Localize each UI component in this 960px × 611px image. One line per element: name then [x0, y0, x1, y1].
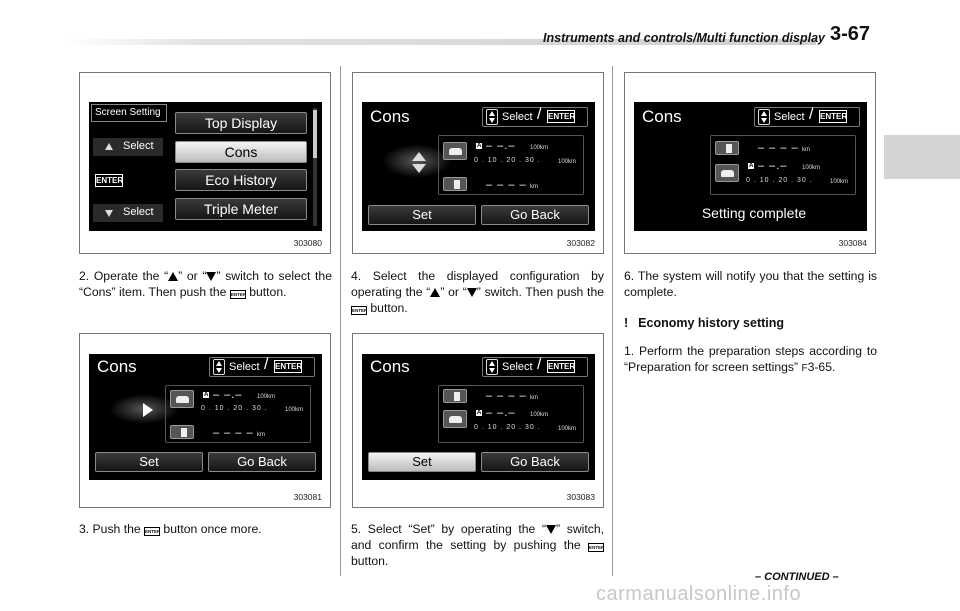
up-arrow-icon [412, 152, 426, 161]
figure-code: 303081 [293, 492, 322, 502]
slash: / [264, 356, 269, 373]
screen-title: Cons [97, 357, 137, 376]
set-button[interactable]: Set [95, 452, 203, 472]
consumption-value: – –.– [758, 160, 788, 172]
consumption-value: – –.– [486, 407, 516, 419]
enter-button-icon: ENTER [352, 308, 368, 313]
consumption-unit: 100km [530, 145, 549, 151]
section-heading: ! Economy history setting [624, 316, 785, 330]
range-unit: km [257, 432, 265, 438]
column-divider [612, 66, 613, 576]
range-value: – – – – [486, 390, 527, 402]
go-back-button[interactable]: Go Back [481, 205, 589, 225]
column-divider [340, 66, 341, 576]
consumption-unit: 100km [802, 165, 821, 171]
range-value: – – – – [213, 427, 254, 439]
scale-unit: 100km [285, 407, 304, 413]
set-button[interactable]: Set [368, 205, 476, 225]
setting-complete-message: Setting complete [701, 205, 807, 221]
figure-303080 [79, 72, 331, 254]
car-icon [443, 410, 467, 428]
display-screen [89, 102, 322, 231]
screen-setting-label: Screen Setting [91, 104, 167, 122]
figure-code: 303083 [566, 492, 595, 502]
display-screen [362, 354, 595, 480]
car-icon [170, 390, 194, 408]
select-up-row [93, 138, 163, 156]
go-back-button[interactable]: Go Back [481, 452, 589, 472]
menu-item-top-display[interactable]: Top Display [175, 112, 307, 134]
scale-unit: 100km [558, 159, 577, 165]
economy-step-1-text: 1. Perform the preparation steps according to “Preparation for screen settings” F3-65. [624, 344, 877, 374]
down-switch-icon [546, 525, 556, 534]
step-3-text: 3. Push the ENTER button once more. [79, 522, 262, 536]
section-title: Instruments and controls/Multi function display [543, 31, 825, 45]
scale-label: 0 . 10 . 20 . 30 . [746, 177, 813, 184]
range-unit: km [530, 184, 538, 190]
heading-marker: ! [624, 316, 629, 330]
mode-badge: A [204, 392, 209, 398]
scale-unit: 100km [830, 179, 849, 185]
scrollbar[interactable] [313, 108, 317, 226]
fuel-pump-icon [443, 389, 467, 403]
scale-label: 0 . 10 . 20 . 30 . [201, 405, 268, 412]
range-unit: km [530, 395, 538, 401]
fuel-pump-icon [443, 177, 467, 191]
figure-303083 [352, 333, 604, 508]
menu-item-triple-meter[interactable]: Triple Meter [175, 198, 307, 220]
figure-code: 303080 [293, 238, 322, 248]
enter-button-icon: ENTER [230, 292, 247, 297]
step-6-text: 6. The system will notify you that the setting is complete. [624, 269, 877, 299]
up-down-icon [213, 359, 225, 375]
mode-badge: A [749, 163, 754, 169]
slash: / [537, 106, 542, 123]
enter-button-icon: ENTER [589, 545, 605, 550]
go-back-button[interactable]: Go Back [208, 452, 316, 472]
enter-button-icon: ENTER [145, 529, 161, 534]
down-switch-icon [467, 288, 477, 297]
scale-unit: 100km [558, 426, 577, 432]
mode-badge: A [477, 143, 482, 149]
scrollbar-thumb[interactable] [313, 110, 317, 158]
car-icon [443, 142, 467, 160]
enter-icon: ENTER [96, 176, 124, 185]
set-button[interactable]: Set [368, 452, 476, 472]
select-up-label: Select [123, 140, 154, 152]
mode-badge: A [477, 410, 482, 416]
slash: / [809, 106, 814, 123]
page-number: 3-67 [830, 23, 871, 45]
up-switch-icon [168, 272, 178, 281]
up-switch-icon [430, 288, 440, 297]
enter-icon: ENTER [548, 362, 576, 371]
car-icon [715, 164, 739, 182]
scale-label: 0 . 10 . 20 . 30 . [474, 157, 541, 164]
consumption-unit: 100km [257, 394, 276, 400]
menu-item-eco-history[interactable]: Eco History [175, 169, 307, 191]
enter-icon: ENTER [820, 112, 848, 121]
figure-303082 [352, 72, 604, 254]
page-reference-link[interactable]: 3-65. [807, 360, 836, 374]
slash: / [537, 356, 542, 373]
step-4-text: 4. Select the displayed configuration by operating the “ ” or “ ” switch. Then push the ENTER button. [351, 269, 604, 315]
figure-code: 303082 [566, 238, 595, 248]
consumption-value: – –.– [213, 389, 243, 401]
scale-label: 0 . 10 . 20 . 30 . [474, 424, 541, 431]
watermark: carmanualsonline.info [596, 583, 802, 605]
range-value: – – – – [758, 142, 799, 154]
select-label: Select [774, 111, 805, 123]
down-arrow-icon [412, 164, 426, 173]
select-label: Select [229, 361, 260, 373]
down-arrow-icon [105, 210, 113, 217]
fuel-pump-icon [715, 141, 739, 155]
consumption-value: – –.– [486, 140, 516, 152]
range-unit: km [802, 147, 810, 153]
up-down-icon [486, 359, 498, 375]
step-2-text: 2. Operate the “ ” or “ ” switch to select the “Cons” item. Then push the ENTER button. [79, 269, 332, 299]
screen-title: Cons [370, 107, 410, 126]
screen-title: Cons [642, 107, 682, 126]
select-down-label: Select [123, 206, 154, 218]
continued-label: – CONTINUED – [755, 571, 839, 583]
up-down-icon [486, 109, 498, 125]
display-screen [634, 102, 867, 231]
enter-icon: ENTER [548, 112, 576, 121]
step-5-text: 5. Select “Set” by operating the “ ” switch, and confirm the setting by pushing the ENTER button. [351, 522, 605, 568]
figure-code: 303084 [838, 238, 867, 248]
display-screen [89, 354, 322, 480]
figure-303084 [624, 72, 876, 254]
figure-303081 [79, 333, 331, 508]
chapter-tab [884, 135, 960, 179]
select-label: Select [502, 361, 533, 373]
display-screen [362, 102, 595, 231]
up-down-icon [758, 109, 770, 125]
fuel-pump-icon [170, 425, 194, 439]
screen-title: Cons [370, 357, 410, 376]
reference-icon: F [801, 363, 808, 374]
range-value: – – – – [486, 179, 527, 191]
select-down-row [93, 204, 163, 222]
right-arrow-icon [143, 403, 153, 417]
consumption-unit: 100km [530, 412, 549, 418]
up-arrow-icon [105, 143, 113, 150]
select-label: Select [502, 111, 533, 123]
down-switch-icon [206, 272, 216, 281]
menu-item-cons[interactable]: Cons [175, 141, 307, 163]
enter-icon: ENTER [275, 362, 303, 371]
